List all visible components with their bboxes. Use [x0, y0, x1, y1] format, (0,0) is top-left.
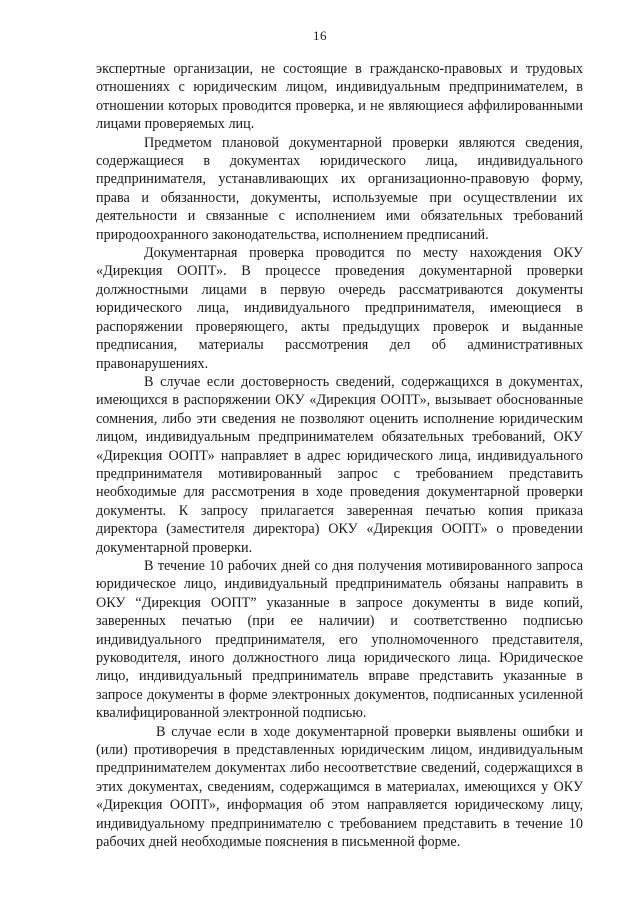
- page-number: 16: [313, 28, 327, 43]
- document-body: [96, 60, 583, 851]
- paragraph-document-request: В случае если достоверность сведений, содержащихся в документах, имеющихся в распоряжении ОКУ «Дирекция ООПТ», вызывает обоснованные сомнения, либо эти сведения не позволяют оценить исполнение юридическим лицом, индивидуальным предпринимателем обязательных требований, ОКУ «Дирекция ООПТ» направляет в адрес юридического лица, индивидуального предпринимателя мотивированный запрос с требованием представить необходимые для рассмотрения в ходе проведения документарной проверки документы. К запросу прилагается заверенная печатью копия приказа директора (заместителя директора) ОКУ «Дирекция ООПТ» о проведении документарной проверки.: [96, 373, 583, 556]
- paragraph-continuation: экспертные организации, не состоящие в гражданско-правовых и трудовых отношениях с юридическим лицом, индивидуальным предпринимателем, в отношении которых проводится проверка, и не являющиеся аффилированными лицами проверяемых лиц.: [96, 61, 583, 133]
- paragraph-submission-deadline: В течение 10 рабочих дней со дня получения мотивированного запроса юридическое лицо, индивидуальный предприниматель обязаны направить в ОКУ “Дирекция ООПТ” указанные в запросе документы в виде копий, заверенных печатью (при ее наличии) и соответственно подписью индивидуального предпринимателя, его уполномоченного представителя, руководителя, иного должностного лица юридического лица. Юридическое лицо, индивидуальный предприниматель вправе представить указанные в запросе документы в форме электронных документов, подписанных усиленной квалифицированной электронной подписью.: [96, 557, 583, 722]
- paragraph-inspection-location: Документарная проверка проводится по месту нахождения ОКУ «Дирекция ООПТ». В процессе проведения документарной проверки должностными лицами в первую очередь рассматриваются документы юридического лица, индивидуального предпринимателя, имеющиеся в распоряжении проверяющего, акты предыдущих проверок и выданные предписания, материалы рассмотрения дел об административных правонарушениях.: [96, 245, 583, 372]
- paragraph-discrepancies: В случае если в ходе документарной проверки выявлены ошибки и (или) противоречия в представленных юридическим лицом, индивидуальным предпринимателем документах либо несоответствие сведений, содержащихся в этих документах, сведениям, содержащимся в материалах, имеющихся у ОКУ «Дирекция ООПТ», информация об этом направляется юридическому лицу, индивидуальному предпринимателю с требованием представить в течение 10 рабочих дней необходимые пояснения в письменной форме.: [96, 723, 583, 851]
- paragraph-inspection-subject: Предметом плановой документарной проверки являются сведения, содержащиеся в документах юридического лица, индивидуального предпринимателя, устанавливающих их организационно-правовую форму, права и обязанности, документы, используемые при осуществлении их деятельности и связанные с исполнением ими обязательных требований природоохранного законодательства, исполнением предписаний.: [96, 134, 583, 243]
